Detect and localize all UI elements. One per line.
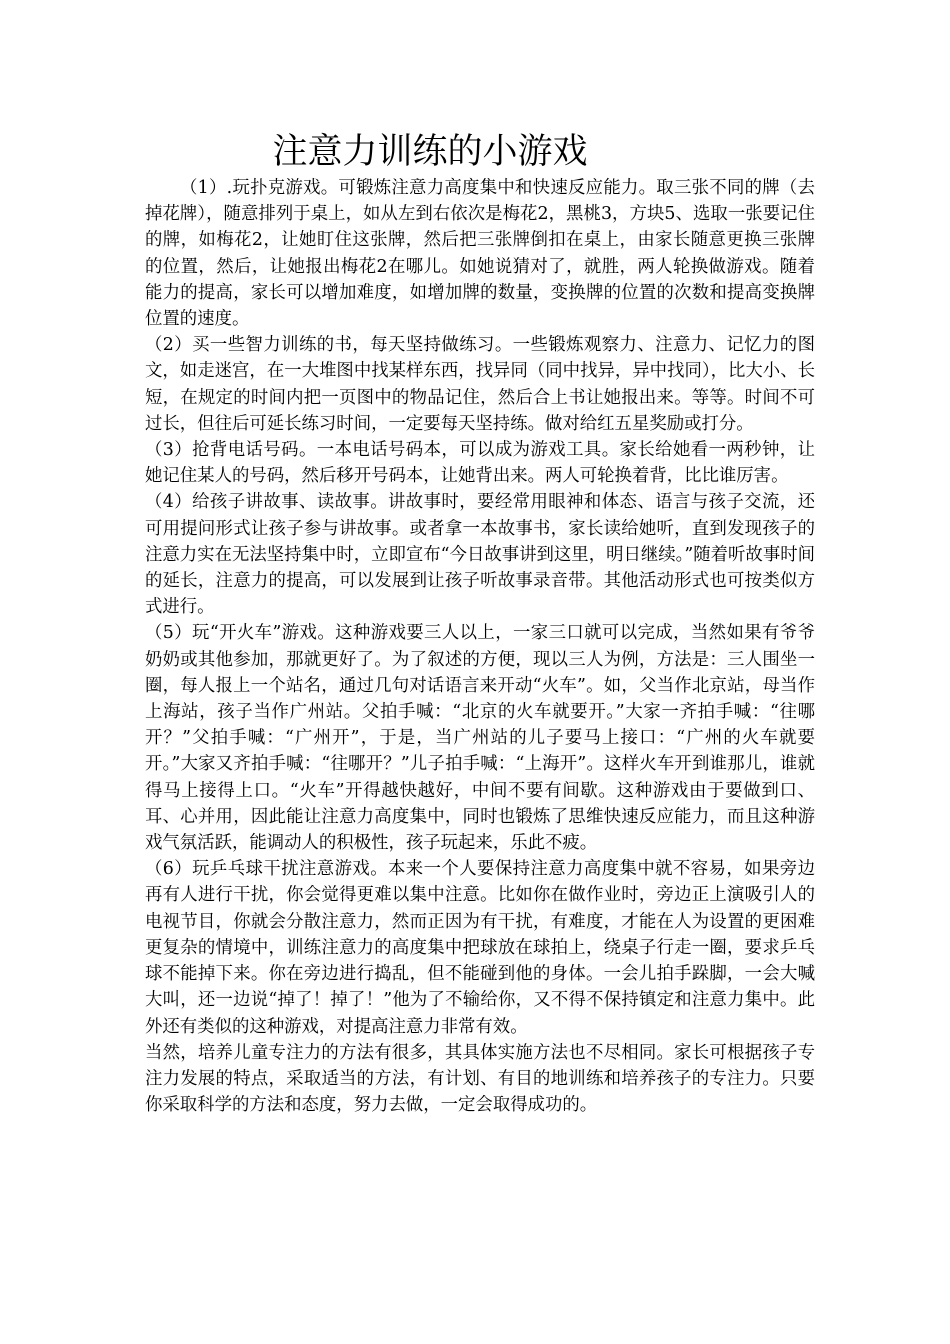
paragraph-training-books: （2）买一些智力训练的书，每天坚持做练习。一些锻炼观察力、注意力、记忆力的图文，如走迷宫，在一大堆图中找某样东西，找异同（同中找异，异中找同），比大小、长短，在规定的时间内把一页图中的物品记住，然后合上书让她报出来。等等。时间不可过长，但往后可延长练习时间，一定要每天坚持练。做对给红五星奖励或打分。 [145, 335, 815, 434]
paragraph-phone-numbers: （3）抢背电话号码。一本电话号码本，可以成为游戏工具。家长给她看一两秒钟，让她记住某人的号码，然后移开号码本，让她背出来。两人可轮换着背，比比谁厉害。 [145, 440, 815, 487]
paragraph-train-game: （5）玩“开火车”游戏。这种游戏要三人以上，一家三口就可以完成，当然如果有爷爷奶奶或其他参加，那就更好了。为了叙述的方便，现以三人为例，方法是：三人围坐一圈，每人报上一个站名，通过几句对话语言来开动“火车”。如，父当作北京站，母当作上海站，孩子当作广州站。父拍手喊：“北京的火车就要开。”大家一齐拍手喊：“往哪开？”父拍手喊：“广州开”，于是，当广州站的儿子要马上接口：“广州的火车就要开。”大家又齐拍手喊：“往哪开？”儿子拍手喊：“上海开”。这样火车开到谁那儿，谁就得马上接得上口。“火车”开得越快越好，中间不要有间歇。这种游戏由于要做到口、耳、心并用，因此能让注意力高度集中，同时也锻炼了思维快速反应能力，而且这种游戏气氛活跃，能调动人的积极性，孩子玩起来，乐此不疲。 [145, 623, 815, 854]
paragraph-conclusion: 当然，培养儿童专注力的方法有很多，其具体实施方法也不尽相同。家长可根据孩子专注力发展的特点，采取适当的方法，有计划、有目的地训练和培养孩子的专注力。只要你采取科学的方法和态度，努力去做，一定会取得成功的。 [145, 1042, 815, 1116]
paragraph-poker-game: （1）.玩扑克游戏。可锻炼注意力高度集中和快速反应能力。取三张不同的牌（去掉花牌），随意排列于桌上，如从左到右依次是梅花2，黑桃3，方块5、选取一张要记住的牌，如梅花2，让她盯住这张牌，然后把三张牌倒扣在桌上，由家长随意更换三张牌的位置，然后，让她报出梅花2在哪儿。如她说猜对了，就胜，两人轮换做游戏。随着能力的提高，家长可以增加难度，如增加牌的数量，变换牌的位置的次数和提高变换牌位置的速度。 [145, 178, 815, 330]
document-body [145, 175, 815, 1118]
paragraph-ping-pong-game: （6）玩乒乓球干扰注意游戏。本来一个人要保持注意力高度集中就不容易，如果旁边再有人进行干扰，你会觉得更难以集中注意。比如你在做作业时，旁边正上演吸引人的电视节目，你就会分散注意力，然而正因为有干扰，有难度，才能在人为设置的更困难更复杂的情境中，训练注意力的高度集中把球放在球拍上，绕桌子行走一圈，要求乒乓球不能掉下来。你在旁边进行捣乱，但不能碰到他的身体。一会儿拍手跺脚，一会大喊大叫，还一边说“掉了！掉了！”他为了不输给你，又不得不保持镇定和注意力集中。此外还有类似的这种游戏，对提高注意力非常有效。 [145, 859, 815, 1037]
paragraph-storytelling: （4）给孩子讲故事、读故事。讲故事时，要经常用眼神和体态、语言与孩子交流，还可用提问形式让孩子参与讲故事。或者拿一本故事书，家长读给她听，直到发现孩子的注意力实在无法坚持集中时，立即宣布“今日故事讲到这里，明日继续。”随着听故事时间的延长，注意力的提高，可以发展到让孩子听故事录音带。其他活动形式也可按类似方式进行。 [145, 492, 815, 618]
document-title: 注意力训练的小游戏 [272, 132, 588, 172]
